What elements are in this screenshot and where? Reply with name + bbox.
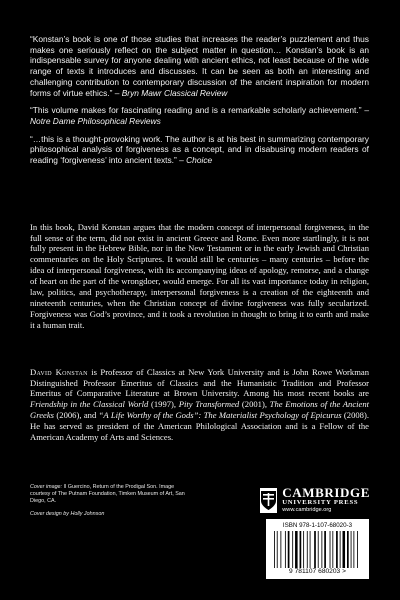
review-quote-1: “Konstan’s book is one of those studies that increases the reader’s puzzlement and thus makes one seriously reflect on the subject matter in question… Konstan’s book is an indispensable survey for anyone dealing with ancient ethics, not least because of the wide range of texts it introduces and discusses. It can be seen as both an interesting and challenging contribution to contemporary discussion of the ancient inspiration for modern forms of virtue ethics.” – Bryn Mawr Classical Review: [30, 34, 369, 98]
review-quotes: [30, 34, 369, 173]
author-name: David Konstan: [30, 366, 88, 377]
cover-image-credit: Cover image: Il Guercino, Return of the Prodigal Son. Image courtesy of The Putnam Foundation, Timken Museum of Art, San Diego, CA.: [30, 484, 185, 504]
publisher-logo: [260, 486, 370, 514]
crest-icon: [260, 488, 277, 513]
book-title: Friendship in the Classical World: [30, 399, 149, 410]
cover-design-credit: Cover design by Holly Johnson: [30, 511, 105, 517]
publisher-name: CAMBRIDGE: [282, 485, 370, 500]
review-source-1: Bryn Mawr Classical Review: [119, 87, 228, 98]
barcode-bars: [274, 531, 361, 568]
isbn-number: ISBN 978-1-107-68020-3: [282, 522, 353, 529]
review-source-3: Choice: [183, 155, 213, 166]
book-description: In this book, David Konstan argues that the modern concept of interpersonal forgiveness, in the full sense of the term, did not exist in ancient Greece and Rome. Even more startlingly, it is not fully present in the Hebrew Bible, nor in the New Testament or in the early Jewish and Christian commentaries on the Holy Scriptures. It would still be centuries – many centuries – before the idea of interpersonal forgiveness, with its accompanying ideas of apology, remorse, and a change of heart on the part of the wrongdoer, would emerge. For all its vast importance today in religion, law, politics, and psychotherapy, interpersonal forgiveness is a creation of the eighteenth and nineteenth centuries, when the Christian concept of divine forgiveness was fully secularized. Forgiveness was God’s province, and it took a revolution in thought to bring it to earth and make it a human trait.: [30, 221, 369, 330]
publisher-subname: UNIVERSITY PRESS: [282, 499, 359, 506]
barcode: [266, 519, 369, 579]
review-source-2: Notre Dame Philosophical Reviews: [30, 115, 161, 126]
book-title: Pity Transformed: [178, 399, 240, 410]
cover-credits: [30, 484, 190, 524]
author-bio: David Konstan is Professor of Classics at New York University and is John Rowe Workman Distinguished Professor Emeritus of Classics and the Humanistic Tradition and Professor Emeritus of Comparative Literature at Brown University. Among his most recent books are Friendship in the Classical World (1997), Pity Transformed (2001), The Emotions of the Ancient Greeks (2006), and “A Life Worthy of the Gods”: The Materialist Psychology of Epicurus (2008). He has served as president of the American Philological Association and is a Fellow of the American Academy of Arts and Sciences.: [30, 366, 370, 443]
barcode-digits: 9 781107 680203 >: [288, 568, 347, 575]
book-title: The Emotions of the Ancient Greeks: [30, 399, 370, 421]
book-title: “A Life Worthy of the Gods”: The Materialist Psychology of Epicurus: [98, 410, 342, 421]
review-quote-3: “…this is a thought-provoking work. The author is at his best in summarizing contemporary philosophical analysis of forgiveness as a concept, and in disabusing modern readers of reading ‘forgiveness’ into ancient texts.” – Choice: [30, 133, 369, 166]
review-quote-2: “This volume makes for fascinating reading and is a remarkable scholarly achievement.” – Notre Dame Philosophical Reviews: [30, 105, 369, 126]
publisher-url: www.cambridge.org: [282, 507, 332, 513]
